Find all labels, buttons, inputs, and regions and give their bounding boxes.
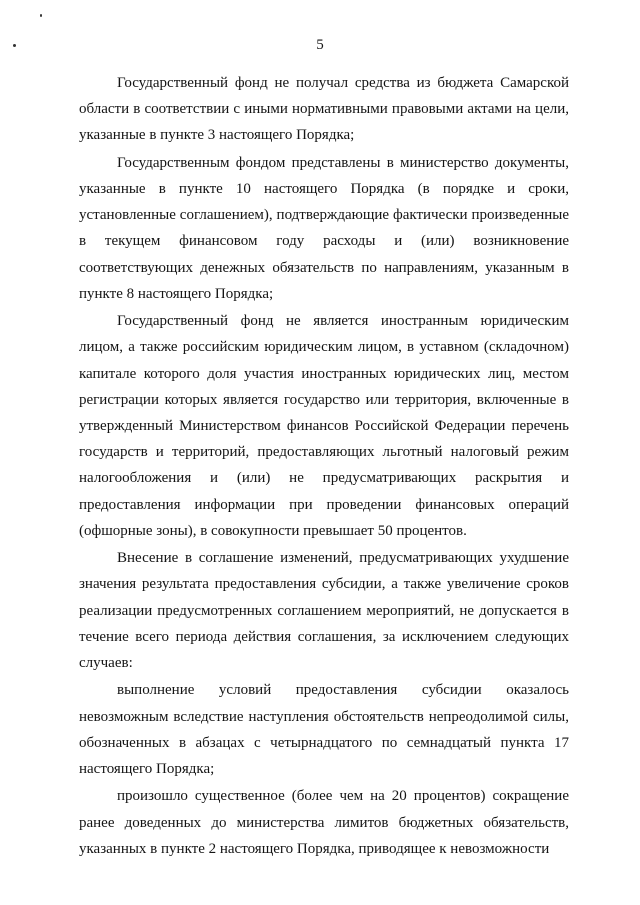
paragraph: Государственный фонд не является иностранным юридическим лицом, а также российским юридическим лицом, в уставном (складочном) капитале которого доля участия иностранных юридических лиц, местом регистрации которых является государство или территория, включенные в утвержденный Министерством финансов Российской Федерации перечень государств и территорий, предоставляющих льготный налоговый режим налогообложения и (или) не предусматривающих раскрытия и предоставления информации при проведении финансовых операций (офшорные зоны), в совокупности превышает 50 процентов. (79, 313, 569, 539)
paragraph: Государственный фонд не получал средства из бюджета Самарской области в соответствии с иными нормативными правовыми актами на цели, указанные в пункте 3 настоящего Порядка; (79, 75, 569, 144)
scan-artifact-dot (40, 14, 42, 17)
paragraph: выполнение условий предоставления субсидии оказалось невозможным вследствие наступления обстоятельств непреодолимой силы, обозначенных в абзацах с четырнадцатого по семнадцатый пункта 17 настоящего Порядка; (79, 682, 569, 778)
paragraph: Государственным фондом представлены в министерство документы, указанные в пункте 10 настоящего Порядка (в порядке и сроки, установленные соглашением), подтверждающие фактически произведенные в текущем финансовом году расходы и (или) возникновение соответствующих денежных обязательств по направлениям, указанным в пункте 8 настоящего Порядка; (79, 154, 569, 302)
paragraph: произошло существенное (более чем на 20 процентов) сокращение ранее доведенных до министерства лимитов бюджетных обязательств, указанных в пункте 2 настоящего Порядка, приводящее к невозможности (79, 788, 569, 857)
page-number: 5 (316, 37, 324, 53)
paragraph: Внесение в соглашение изменений, предусматривающих ухудшение значения результата предоставления субсидии, а также увеличение сроков реализации предусмотренных соглашением мероприятий, не допускается в течение всего периода действия соглашения, за исключением следующих случаев: (79, 550, 569, 672)
document-body (79, 70, 569, 863)
